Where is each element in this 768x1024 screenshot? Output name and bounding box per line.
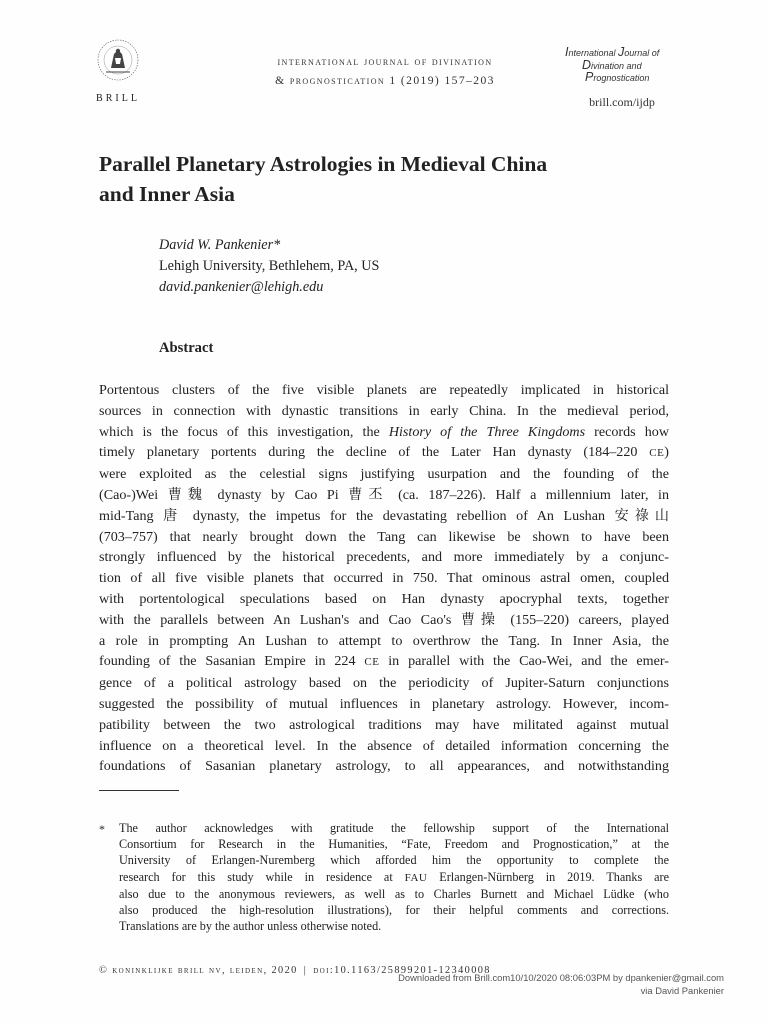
article-title-line2: and Inner Asia: [99, 182, 235, 206]
author-email-link[interactable]: david.pankenier@lehigh.edu: [159, 279, 324, 295]
abstract-line: Portentous clusters of the five visible planets are repeatedly implicated in historical: [99, 382, 669, 398]
abstract-text: which is the focus of this investigation, the: [99, 423, 389, 440]
footnote-line: The author acknowledges with gratitude the fellowship support of the International: [119, 821, 669, 835]
abstract-line: [99, 442, 669, 464]
journal-logo-line2: [565, 57, 685, 73]
download-stamp-line2: via David Pankenier: [640, 985, 724, 996]
brill-logo: [88, 38, 148, 113]
abstract-line: with the parallels between An Lushan's and Cao Cao's 曹操 (155–220) careers, played: [99, 611, 669, 628]
abstract-line: strongly influenced by the historical precedents, and more immediately by a conjunc-: [99, 549, 669, 566]
abstract-line: tion of all five visible planets that occurred in 750. That ominous astral omen, coupled: [99, 570, 669, 587]
footnote-line: University of Erlangen-Nuremberg which afforded him the opportunity to complete the: [119, 853, 669, 868]
journal-logo-line3: [565, 72, 685, 85]
fau-small-caps: FAU: [404, 871, 428, 884]
brill-wordmark: BRILL: [96, 93, 140, 104]
abstract-text: timely planetary portents during the decline of the Later Han dynasty (184–220: [99, 444, 650, 461]
abstract-line: (Cao-)Wei 曹魏 dynasty by Cao Pi 曹丕 (ca. 187–226). Half a millennium later, in: [99, 486, 669, 503]
footer-separator: |: [303, 965, 308, 976]
footnote-text-run: Erlangen-Nürnberg in 2019. Thanks are: [427, 869, 670, 884]
abstract-line: gence of a political astrology based on the periodicity of Jupiter-Saturn conjunctions: [99, 675, 669, 692]
journal-header-line2: & prognostication 1 (2019) 157–203: [275, 74, 495, 87]
journal-logo-line1-text: nternational: [568, 48, 619, 58]
footnote-line: Translations are by the author unless otherwise noted.: [119, 919, 382, 934]
abstract-line: patibility between the two astrological traditions may have militated against mutual: [99, 716, 669, 733]
abstract-heading: Abstract: [159, 340, 214, 356]
abstract-line: were exploited as the celestial signs justifying usurpation and the founding of the: [99, 466, 669, 483]
journal-logo-initial-d: D: [582, 57, 592, 72]
abstract-line: [99, 651, 669, 673]
footnote-text: [119, 820, 669, 934]
author-affiliation: Lehigh University, Bethlehem, PA, US: [159, 258, 380, 274]
author-name: David W. Pankenier*: [159, 237, 281, 253]
abstract-text: records how: [585, 423, 670, 440]
abstract-line: (703–757) that nearly brought down the Tang can likewise be shown to have been: [99, 528, 669, 545]
journal-logo-line3-text: rognostication: [593, 73, 650, 83]
journal-logo-initial-p: P: [585, 70, 594, 84]
footnote-line: also due to the anonymous reviewers, as well as to Charles Burnett and Michael Lüdke (who: [119, 886, 669, 901]
footnote-line: also produced the high-resolution illustrations), for their helpful comments and corrections.: [119, 903, 669, 918]
article-title-line1: Parallel Planetary Astrologies in Medieval China: [99, 152, 548, 176]
abstract-line: [99, 422, 669, 443]
journal-url-link[interactable]: brill.com/ijdp: [589, 95, 655, 109]
download-stamp-line1: Downloaded from Brill.com10/10/2020 08:06:03PM by dpankenier@gmail.com: [398, 972, 724, 983]
abstract-text: ): [664, 444, 669, 461]
journal-logo: [565, 47, 685, 85]
journal-logo-initial-i: I: [565, 45, 569, 59]
abstract-line: sources in connection with dynastic transitions in early China. In the medieval period,: [99, 402, 669, 419]
abstract-line: a role in prompting An Lushan to attempt to overthrow the Tang. In Inner Asia, the: [99, 632, 669, 649]
author-block: [159, 235, 659, 298]
abstract-text: founding of the Sasanian Empire in 224: [99, 653, 365, 670]
footnote-text-run: research for this study while in residence at: [119, 869, 405, 884]
journal-header-line1: international journal of divination: [277, 55, 493, 68]
download-stamp: [358, 971, 724, 997]
footnote-line: Consortium for Research in the Humanities, “Fate, Freedom and Prognostication,” at the: [119, 837, 669, 852]
era-small-caps: CE: [649, 447, 665, 460]
abstract-line: influence on a theoretical level. In the absence of detailed information concerning the: [99, 737, 669, 754]
abstract-line: with portentological speculations based on Han dynasty apocryphal texts, together: [99, 590, 669, 607]
journal-logo-line1-tail: ournal of: [624, 48, 660, 58]
abstract-body: [99, 380, 669, 777]
abstract-text: in parallel with the Cao-Wei, and the emer-: [379, 653, 669, 670]
doi-link[interactable]: doi:10.1163/25899201-12340008: [313, 965, 491, 976]
journal-logo-initial-j: J: [618, 45, 625, 59]
abstract-line: mid-Tang 唐 dynasty, the impetus for the devastating rebellion of An Lushan 安祿山: [99, 507, 669, 524]
abstract-line: foundations of Sasanian planetary astrology, to all appearances, and notwithstanding: [99, 758, 669, 775]
era-small-caps: CE: [364, 656, 380, 669]
footnote-marker: *: [99, 822, 105, 836]
journal-logo-line2-text: ivination and: [591, 60, 642, 71]
footnote-line: [119, 869, 669, 886]
brill-seal-icon: [96, 38, 140, 88]
copyright-notice: © koninklijke brill nv, leiden, 2020: [99, 965, 298, 976]
abstract-line: suggested the possibility of mutual influences in planetary astrology. However, incom-: [99, 695, 669, 712]
book-title-italic: History of the Three Kingdoms: [388, 423, 586, 440]
footnote-divider: [99, 790, 179, 791]
journal-running-header: [220, 52, 550, 90]
article-title: [99, 149, 679, 209]
